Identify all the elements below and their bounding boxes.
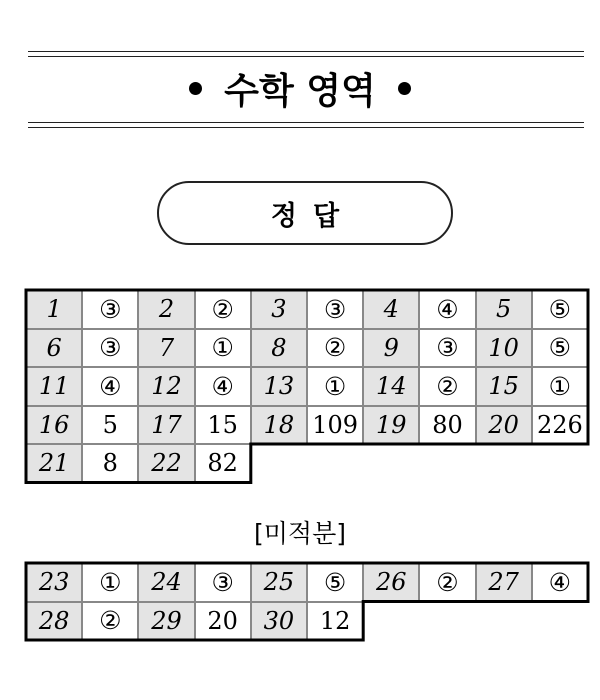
top-rule-2 — [28, 56, 584, 57]
answer-cell: 12 — [307, 602, 363, 641]
question-number-cell: 10 — [476, 329, 532, 368]
answer-cell: 82 — [195, 444, 251, 483]
question-number-cell: 20 — [476, 406, 532, 445]
question-number-cell: 7 — [138, 329, 194, 368]
bullet-dot-right-icon — [398, 82, 411, 95]
question-number-cell: 1 — [26, 290, 82, 329]
answer-cell: 15 — [195, 406, 251, 445]
answer-cell: ④ — [419, 290, 475, 329]
question-number-cell: 16 — [26, 406, 82, 445]
answer-label-text: 정답 — [270, 200, 356, 232]
answer-cell: ④ — [532, 563, 588, 602]
question-number-cell: 27 — [476, 563, 532, 602]
question-number-cell: 11 — [26, 367, 82, 406]
question-number-cell: 4 — [363, 290, 419, 329]
question-number-cell: 14 — [363, 367, 419, 406]
bottom-rule-2 — [28, 127, 584, 128]
answer-cell: 226 — [532, 406, 588, 445]
answer-cell: ③ — [195, 563, 251, 602]
answer-cell: ② — [195, 290, 251, 329]
answer-cell: ① — [307, 367, 363, 406]
answer-cell: ⑤ — [307, 563, 363, 602]
question-number-cell: 13 — [251, 367, 307, 406]
answer-label — [157, 181, 453, 245]
answer-cell: ⑤ — [532, 329, 588, 368]
question-number-cell: 15 — [476, 367, 532, 406]
question-number-cell: 25 — [251, 563, 307, 602]
answer-cell: ① — [82, 563, 138, 602]
question-number-cell: 6 — [26, 329, 82, 368]
answer-cell: 80 — [419, 406, 475, 445]
answer-cell: ① — [532, 367, 588, 406]
bullet-dot-left-icon — [189, 82, 202, 95]
answer-cell: ④ — [195, 367, 251, 406]
question-number-cell: 23 — [26, 563, 82, 602]
question-number-cell: 9 — [363, 329, 419, 368]
question-number-cell: 19 — [363, 406, 419, 445]
answer-cell: ② — [419, 563, 475, 602]
section-title — [0, 58, 600, 118]
answer-cell: ② — [82, 602, 138, 641]
question-number-cell: 5 — [476, 290, 532, 329]
question-number-cell: 8 — [251, 329, 307, 368]
question-number-cell: 26 — [363, 563, 419, 602]
answer-cell: 109 — [307, 406, 363, 445]
elective-title: [미적분] — [254, 519, 346, 548]
question-number-cell: 22 — [138, 444, 194, 483]
answer-cell: ③ — [307, 290, 363, 329]
answer-cell: ⑤ — [532, 290, 588, 329]
answer-cell: ③ — [82, 329, 138, 368]
question-number-cell: 3 — [251, 290, 307, 329]
answer-cell: ② — [307, 329, 363, 368]
answer-cell: ③ — [82, 290, 138, 329]
answer-cell: ① — [195, 329, 251, 368]
answer-cell: ② — [419, 367, 475, 406]
question-number-cell: 17 — [138, 406, 194, 445]
question-number-cell: 2 — [138, 290, 194, 329]
question-number-cell: 21 — [26, 444, 82, 483]
bottom-rule-1 — [28, 122, 584, 123]
answer-cell: 20 — [195, 602, 251, 641]
question-number-cell: 30 — [251, 602, 307, 641]
answer-cell: ④ — [82, 367, 138, 406]
page-title: 수학 영역 — [224, 70, 376, 112]
question-number-cell: 24 — [138, 563, 194, 602]
question-number-cell: 28 — [26, 602, 82, 641]
answer-cell: 5 — [82, 406, 138, 445]
question-number-cell: 12 — [138, 367, 194, 406]
answer-cell: 8 — [82, 444, 138, 483]
top-rule-1 — [28, 51, 584, 52]
question-number-cell: 18 — [251, 406, 307, 445]
question-number-cell: 29 — [138, 602, 194, 641]
answer-cell: ③ — [419, 329, 475, 368]
